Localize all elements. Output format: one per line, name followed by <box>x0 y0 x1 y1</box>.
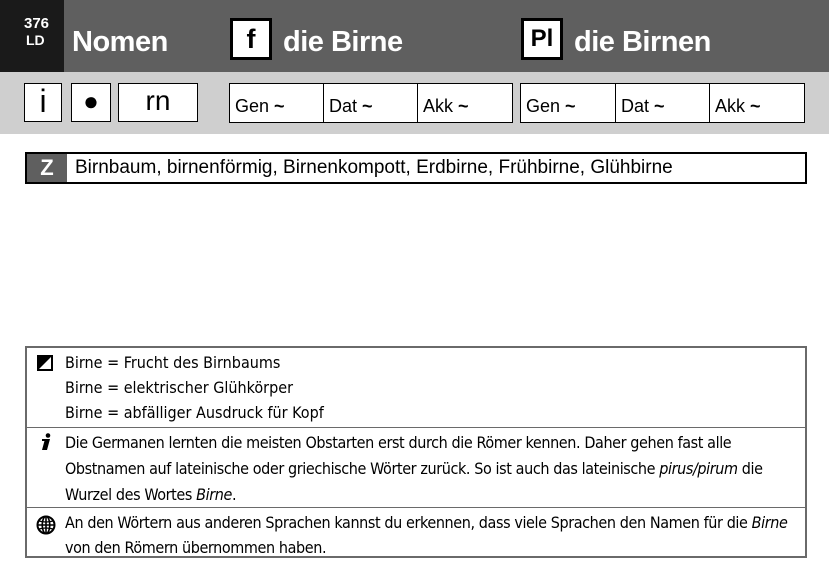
compounds-marker: Z <box>27 154 67 182</box>
tilde-mark: ~ <box>274 96 285 116</box>
page-code: LD <box>26 32 45 48</box>
compounds-text: Birnbaum, birnenförmig, Birnenkompott, Erdbirne, Frühbirne, Glühbirne <box>75 157 673 178</box>
plural-akk-cell <box>709 83 805 123</box>
tilde-mark: ~ <box>458 96 469 116</box>
case-label: Dat <box>621 96 650 116</box>
latin-term: pirus/pirum <box>659 459 738 478</box>
meaning-line-2: Birne = elektrischer Glühkörper <box>65 378 293 397</box>
languages-line-1 <box>65 510 787 535</box>
meaning-square-icon <box>37 355 53 371</box>
plural-noun: die Birnen <box>574 26 711 58</box>
case-label: Akk <box>715 96 746 116</box>
info-box <box>25 346 807 558</box>
plural-dat-cell <box>615 83 711 123</box>
plural-marker: Pl <box>521 18 563 60</box>
etymology-line-3 <box>65 482 236 507</box>
separator <box>27 427 805 428</box>
etymology-text: Wurzel des Wortes <box>65 485 197 504</box>
tilde-mark: ~ <box>362 96 373 116</box>
tilde-mark: ~ <box>565 96 576 116</box>
singular-noun: die Birne <box>283 26 403 58</box>
i-symbol-box: i <box>24 83 62 122</box>
separator <box>27 507 805 508</box>
etymology-text: die <box>737 459 763 478</box>
singular-akk-cell <box>417 83 513 123</box>
word-class: Nomen <box>72 26 168 58</box>
info-italic-i-icon <box>39 433 53 451</box>
dot-symbol-box: ● <box>71 83 111 122</box>
case-label: Gen <box>235 96 270 116</box>
compounds-row <box>25 152 807 184</box>
singular-gen-cell <box>229 83 325 123</box>
globe-icon <box>36 515 56 535</box>
plural-gen-cell <box>520 83 616 123</box>
singular-dat-cell <box>323 83 419 123</box>
etymology-line-2 <box>65 456 763 481</box>
case-label: Akk <box>423 96 454 116</box>
languages-text: An den Wörtern aus anderen Sprachen kannst du erkennen, dass viele Sprachen den Namen für die <box>65 513 752 532</box>
highlighted-word: Birne <box>751 513 788 532</box>
gender-marker: f <box>230 18 272 60</box>
etymology-text: . <box>231 485 237 504</box>
highlighted-word: Birne <box>196 485 232 504</box>
case-label: Gen <box>526 96 561 116</box>
rn-symbol-box: rn <box>118 83 198 122</box>
tilde-mark: ~ <box>654 96 665 116</box>
meaning-line-3: Birne = abfälliger Ausdruck für Kopf <box>65 403 324 422</box>
tilde-mark: ~ <box>750 96 761 116</box>
languages-line-2: von den Römern übernommen haben. <box>65 538 327 557</box>
etymology-line-1: Die Germanen lernten die meisten Obstarten erst durch die Römer kennen. Daher gehen fast alle <box>65 433 732 452</box>
page-number: 376 <box>24 15 50 32</box>
page-id <box>0 0 64 72</box>
etymology-text: Obstnamen auf lateinische oder griechische Wörter zurück. So ist auch das lateinische <box>65 459 660 478</box>
case-label: Dat <box>329 96 358 116</box>
meaning-line-1: Birne = Frucht des Birnbaums <box>65 353 281 372</box>
